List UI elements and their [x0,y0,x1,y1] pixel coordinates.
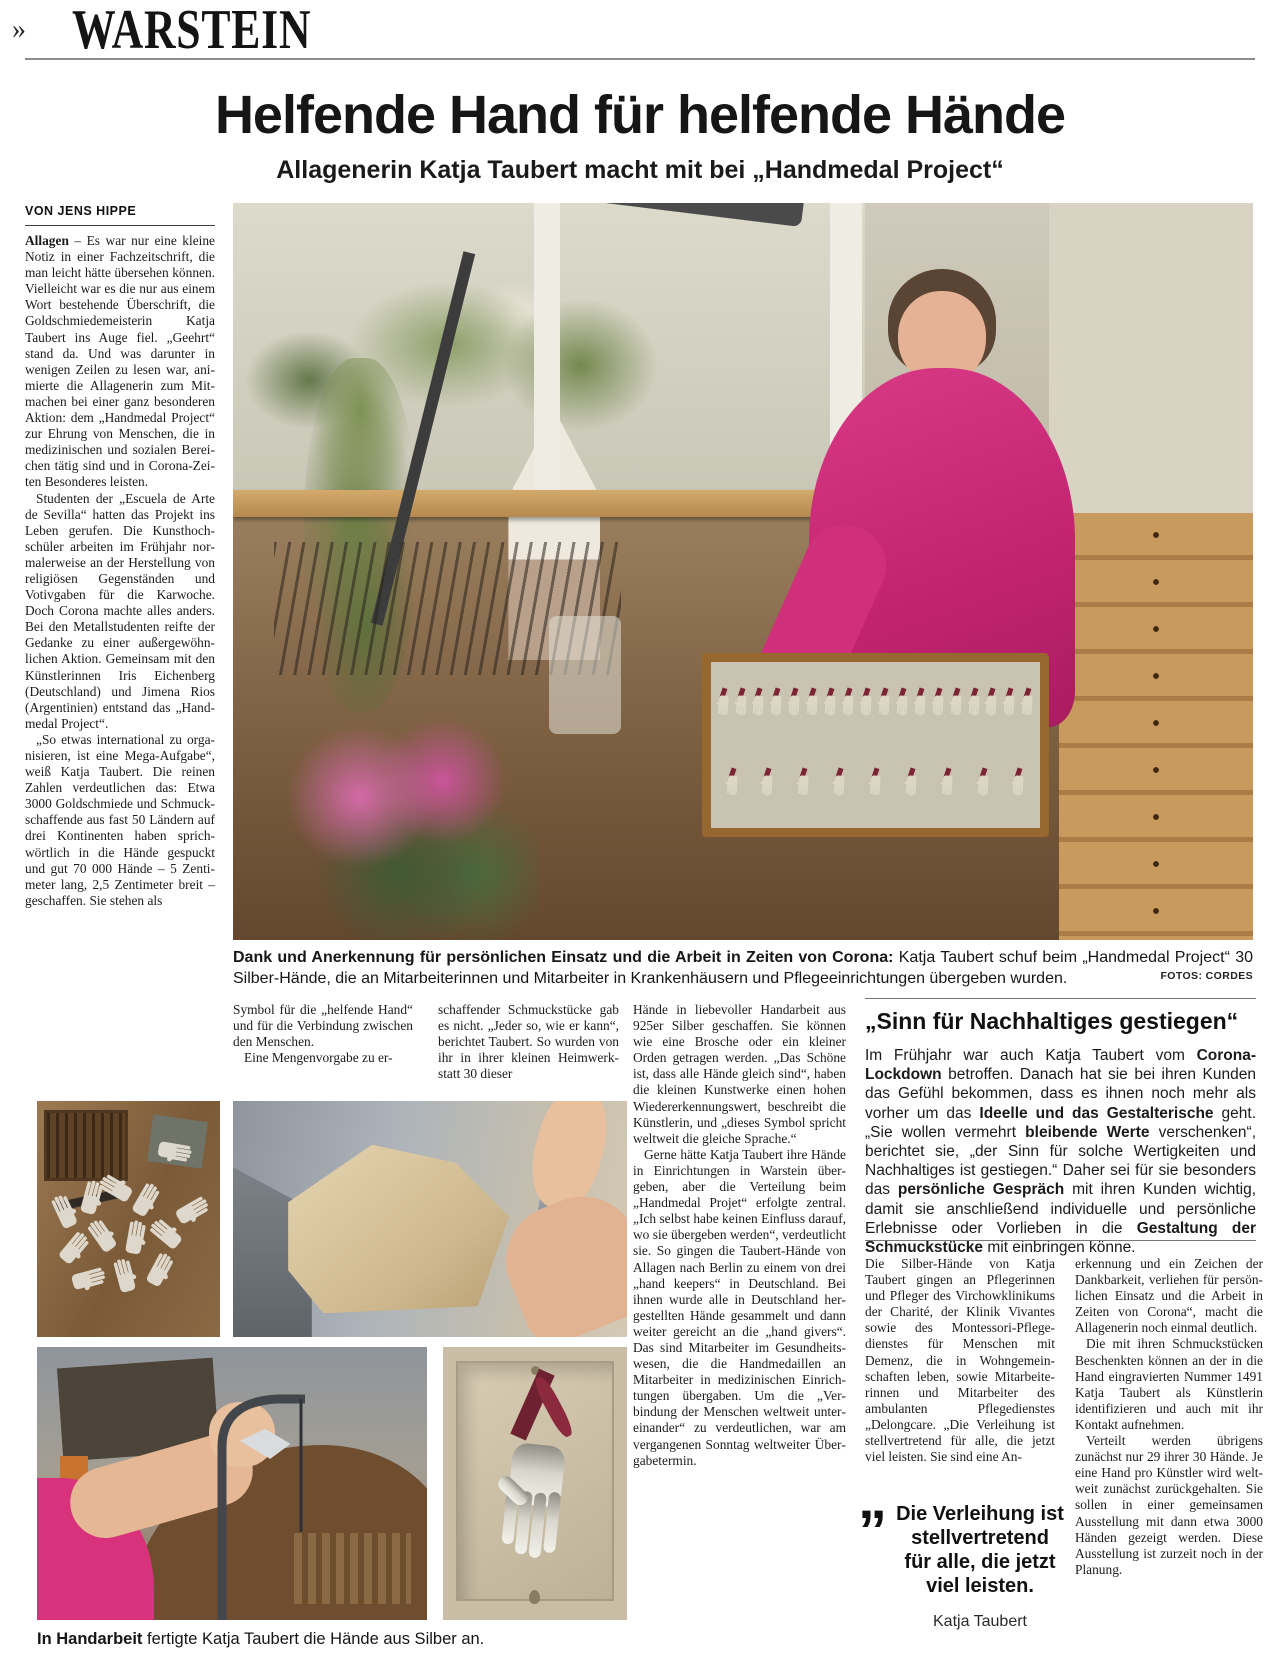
silver-hand-medal [804,692,821,717]
silver-hand-medal [1010,772,1027,797]
silver-hand-medal [1019,692,1036,717]
silver-hand-medal [867,772,884,797]
pin-box [44,1110,128,1181]
silver-hand-medal [733,692,750,717]
photo-hand-cutouts [37,1101,220,1337]
paragraph: schaffender Schmuckstücke gab es nicht. „Jeder so, wie er kann“, berichtet Taubert. So wurden von ihr in ihrer kleinen Heimwerkstatt 30 dieser [438,1002,619,1082]
glass-jar [549,616,620,734]
pull-quote-text: Die Verleihung ist stellvertretend für alle, die jetzt viel leisten. [896,1503,1064,1597]
article-column-4 [633,1002,846,1664]
silver-hand-medal [840,692,857,717]
paragraph-text: – Es war nur eine kleine Notiz in einer Fachzeitschrift, die man leicht hätte übersehen können. Vielleicht war es die nur aus einem Wort bestehende Überschrift, die Goldschmiedemeisterin Katja Taubert ins Auge fiel. „Geehrt“ stand da. Und was darunter in wenigen Zeilen zu lesen war, animierte die Allagenerin zum Mitmachen bei einer ganz besonderen Aktion: dem „Handmedal Project“ zur Ehrung von Menschen, die in medizinischen und sozialen Bereichen tätig sind und in Corona-Zeiten Besonderes leisten. [25,233,215,490]
silver-hand-medal [966,692,983,717]
silver-hand-medal [759,772,776,797]
silver-hand-medal [930,692,947,717]
silver-hand-medal [1001,692,1018,717]
photo-credit: FOTOS: CORDES [1154,966,1253,987]
silver-hand-medal [912,692,929,717]
silver-hand-medal [894,692,911,717]
silver-hand-medal [948,692,965,717]
silver-hand-medal [795,772,812,797]
silver-hand-medal [831,772,848,797]
silver-hand-medal [983,692,1000,717]
paragraph: „So etwas international zu organisieren, ist eine Mega-Aufgabe“, weiß Katja Taubert. Die reinen Zahlen verdeutlichen das: Etwa 3000 Goldschmiede und Schmuckschaffende aus fast 50 Ländern auf drei Kontinenten haben sprichwörtlich in die Hände gespuckt und gut 70 000 Hände – 5 Zentimeter lang, 2,5 Zentimeter breit – geschaffen. Sie stehen als [25,731,215,908]
feature-box-body [865,1046,1256,1257]
feature-text-bold: Corona-Lockdown [865,1047,1256,1084]
article-subheadline: Allagenerin Katja Taubert macht mit bei „Handmedal Project“ [276,156,1004,184]
feature-text: Im Frühjahr war auch Katja Taubert vom [865,1047,1197,1064]
feature-text: betroffen. Danach hat sie bei ihren Kunden das Gefühl bekommen, dass es ihnen noch mehr als vorher um das [865,1066,1256,1122]
section-chevron-icon: » [12,14,26,45]
feature-text: verschenken“, berichtet sie, „der Sinn für solche Wertigkeiten und Nachhaltiges ist gestiegen.“ Daher sei für sie besonders das [865,1123,1257,1199]
paragraph: Verteilt werden übrigens zunächst nur 29 ihrer 30 Hände. Je eine Hand pro Künstler wird weltweit zunächst zurückgehalten. Sie sollen in einer gemeinsamen Ausstellung mit dann etwa 3000 Händen gezeigt werden. Diese Ausstellung ist zurzeit noch in der Planung. [1075,1433,1263,1577]
paragraph: Studenten der „Escuela de Arte de Sevilla“ hatten das Projekt ins Leben gerufen. Die Kunsthochschüler arbeiten im Frühjahr normalerweise an der Herstellung von religiösen Gegenständen und Votivgaben für die Karwoche. Doch Corona machte alles anders. Bei den Metallstudenten reifte der Gedanke zu einer außergewöhnlichen Aktion. Gemeinsam mit den Künstlerinnen Iris Eichenberg (Deutschland) und Jimena Rios (Argentinien) entstand das „Handmedal Project“. [25,490,215,731]
silver-hand-medal [786,692,803,717]
pull-quote [858,1466,1064,1631]
caption-lead: In Handarbeit [37,1630,143,1648]
photo-filing-closeup [233,1101,627,1337]
silver-hand-cutout [151,1134,195,1169]
tray-of-silver-hands [702,653,1049,837]
feature-box-bottom-rule [865,1240,1256,1241]
paragraph: Gerne hätte Katja Taubert ihre Hände in Einrichtungen in Warstein übergeben, aber die Verteilung beim „Handmedal Projet“ erfolgte zentral. „Ich selbst habe keinen Einfluss darauf, wo sie übergeben werden“, verdeutlicht sie. So gingen die Taubert-Hände von Allagen nach Berlin zu einem von drei „hand keepers“ in Deutschland. Bei ihnen wurde alle in Deutschland hergestellten Hände gesammelt und dann weiter gereicht an die „hand givers“. Das sind Mitarbeiter im Gesundheitswesen, die die Handmedaillen an Mitarbeiter in medizinischen Einrichtungen übergaben. Um die „Verbindung der Menschen weltweit untereinander“ zu verdeutlichen, war am vergangenen Sonntag weltweiter Übergabetermin. [633,1146,846,1468]
paragraph: Die mit ihren Schmuckstücken Beschenkten können an der in die Hand eingravierten Nummer 1491 Katja Taubert als Künstlerin identifizieren und auch mit ihr Kontakt aufnehmen. [1075,1336,1263,1432]
bottom-photo-caption [37,1630,637,1649]
caption-text: Katja Taubert schuf beim „Handmedal Project“ 30 Silber-Hände, die an Mitarbeiterinnen und Mitarbeiter in Krankenhäusern und Pflegeeinrichtungen übergeben wurden. [233,949,1253,987]
feature-text: mit einbringen könne. [983,1239,1136,1257]
window-frame-post [534,203,561,498]
silver-hand-medal [903,772,920,797]
quote-mark-icon: „ [858,1466,887,1531]
feature-box-top-rule [865,998,1256,999]
section-title: WARSTEIN [72,0,312,61]
feature-text-bold: bleibende Werte [1025,1123,1150,1141]
paragraph: Symbol für die „helfende Hand“ und für die Verbindung zwischen den Menschen. [233,1002,413,1050]
silver-hand-medal [858,692,875,717]
article-column-2 [233,1002,413,1099]
article-column-1 [25,233,215,1045]
article-column-3 [438,1002,619,1099]
feature-text-bold: Ideelle und das Gestalterische [979,1104,1214,1122]
feature-box-title: „Sinn für Nachhaltiges gestiegen“ [865,1008,1239,1034]
feature-text: mit ihren Kunden wichtig, damit sie anschließend individuelle und persönliche Erlebnisse oder Vorlieben in die [865,1181,1257,1237]
caption-text: fertigte Katja Taubert die Hände aus Silber an. [142,1630,485,1648]
silver-hand-medal [750,692,767,717]
photo-sawing [37,1347,427,1620]
silver-hand-medal [939,772,956,797]
silver-hand-medal [715,692,732,717]
paragraph: Die Silber-Hände von Katja Taubert gingen an Pflegerinnen und Pfleger des Virchowklinikums der Charité, der Klinik Vivantes sowie des Montessori-Pflegedienstes für Menschen mit Demenz, die in Wohngemeinschaften leben, sowie Mitarbeiterinnen und Mitarbeiter des ambulanten Pflegedienstes „Delongcare. „Die Verleihung ist stellvertretend für alle, die jetzt viel leisten. Sie sind eine An- [865,1256,1055,1465]
silver-hand-cutout [106,1254,143,1300]
thumb [489,1180,627,1337]
silver-hand-medal [768,692,785,717]
main-photo-caption [233,947,1253,989]
byline: VON JENS HIPPE [25,204,215,226]
article-headline: Helfende Hand für helfende Hände [214,85,1066,145]
silver-hand-medal [876,692,893,717]
paragraph: Eine Mengenvorgabe zu er- [244,1050,393,1066]
paragraph [25,233,215,491]
feature-text: geht. „Sie wollen vermehrt [865,1104,1256,1141]
silver-hand-cutout [118,1217,153,1261]
paragraph: erkennung und ein Zeichen der Dankbarkeit, verliehen für persönlichen Einsatz und die Arbeit in Zeiten von Corona“, macht die Allagenerin noch einmal deutlich. [1075,1256,1263,1336]
wooden-block [288,1134,509,1313]
main-photo-workshop [233,203,1253,940]
silver-hand-medal [822,692,839,717]
sidebar-column-a [865,1256,1055,1491]
paragraph: Hände in liebevoller Handarbeit aus 925er Silber geschaffen. Sie können wie eine Brosche oder ein kleiner Orden getragen werden. „Das Schöne ist, dass alle Hände gleich sind“, haben die kleinen Kunstwerke einen hohen Wiedererkennungswert, beschreibt die Künstlerin, und „dieses Symbol spricht weltweit die gleiche Sprache.“ [633,1002,846,1146]
silver-hand-medal [975,772,992,797]
photo-finished-hand [443,1347,627,1620]
silver-hand-pendant [479,1413,590,1575]
feature-text-bold: persönliche Gespräch [897,1181,1065,1199]
pink-flowers [284,719,539,940]
silver-hand-medal [724,772,741,797]
dateline-lead: Allagen [25,233,69,248]
masthead-rule [25,58,1255,60]
caption-lead: Dank und Anerkennung für persönlichen Einsatz und die Arbeit in Zeiten von Corona: [233,949,894,966]
feature-text-bold: Gestaltung der Schmuckstücke [865,1219,1256,1257]
pull-quote-attribution: Katja Taubert [933,1613,1027,1630]
sidebar-column-b [1075,1256,1263,1668]
jewelers-saw [37,1347,427,1620]
